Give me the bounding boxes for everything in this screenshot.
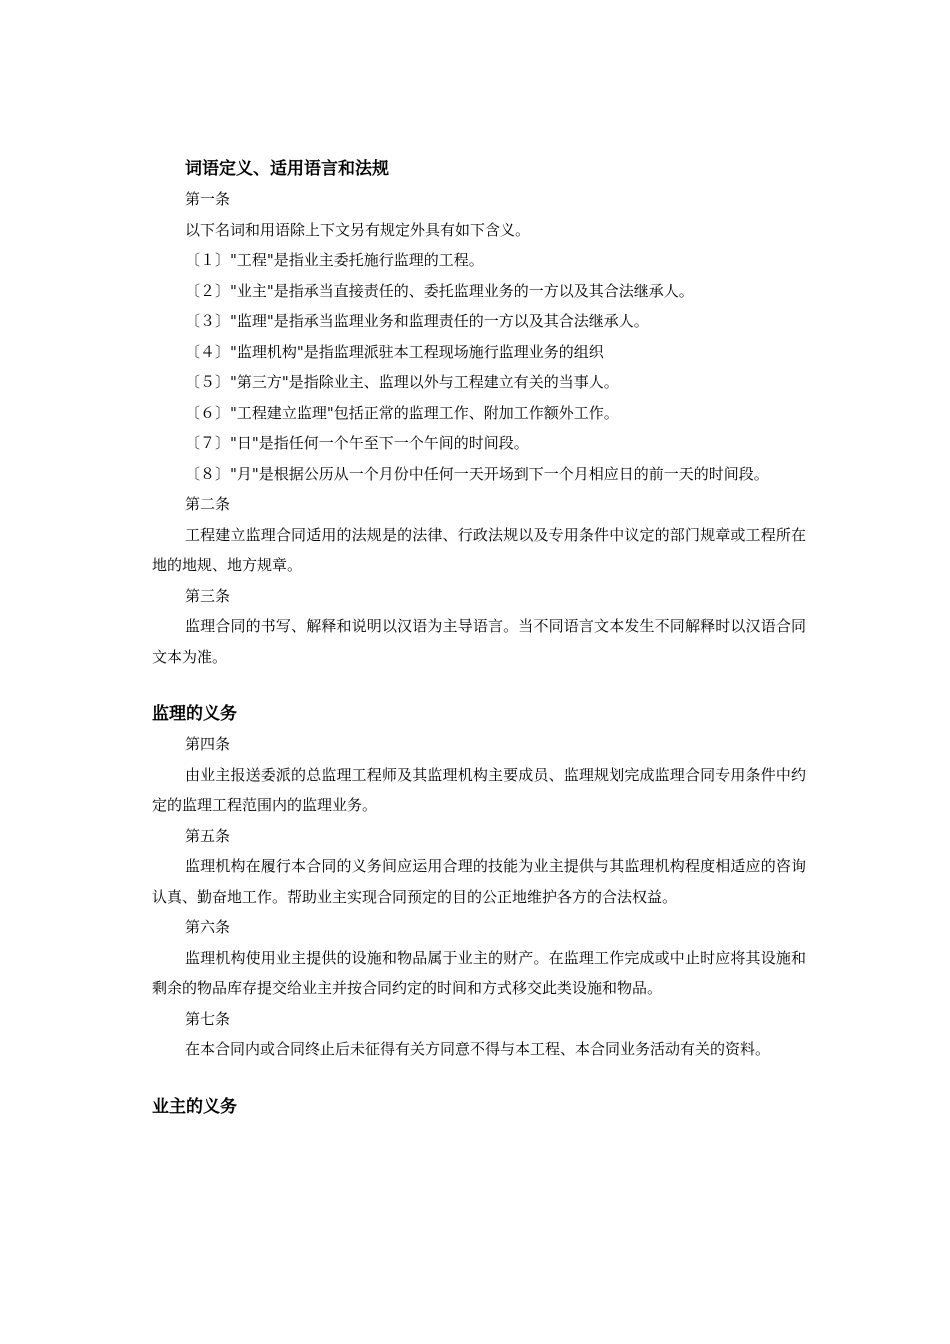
article-number: 第四条 [185,735,231,753]
article-number: 第二条 [185,495,231,513]
definition-item: 〔３〕"监理"是指承当监理业务和监理责任的一方以及其合法继承人。 [185,312,649,330]
paragraph: 监理合同的书写、解释和说明以汉语为主导语言。当不同语言文本发生不同解释时以汉语合同文本为准。 [152,617,806,666]
section-spacer [152,672,806,699]
paragraph: 由业主报送委派的总监理工程师及其监理机构主要成员、监理规划完成监理合同专用条件中约定的监理工程范围内的监理业务。 [152,765,806,814]
definition-item: 〔７〕"日"是指任何一个午至下一个午间的时间段。 [185,434,529,452]
definition-item: 〔６〕"工程建立监理"包括正常的监理工作、附加工作额外工作。 [185,403,619,422]
article-number: 第六条 [185,918,231,936]
paragraph: 以下名词和用语除上下文另有规定外具有如下含义。 [185,220,531,239]
paragraph: 监理机构在履行本合同的义务间应运用合理的技能为业主提供与其监理机构程度相适应的咨询认真、勤奋地工作。帮助业主实现合同预定的目的公正地维护各方的合法权益。 [152,857,806,906]
document-body [152,154,806,1122]
definition-item: 〔８〕"月"是根据公历从一个月份中任何一天开场到下一个月相应日的前一天的时间段。 [185,464,769,483]
article-number: 第三条 [185,586,231,605]
definition-item: 〔５〕"第三方"是指除业主、监理以外与工程建立有关的当事人。 [185,373,619,391]
paragraph: 工程建立监理合同适用的法规是的法律、行政法规以及专用条件中议定的部门规章或工程所在地的地规、地方规章。 [152,525,806,574]
article-number: 第一条 [185,190,231,208]
section-title: 词语定义、适用语言和法规 [185,159,389,179]
section-title: 监理的义务 [152,704,237,724]
paragraph: 在本合同内或合同终止后未征得有关方同意不得与本工程、本合同业务活动有关的资料。 [185,1040,771,1058]
definition-item: 〔２〕"业主"是指承当直接责任的、委托监理业务的一方以及其合法继承人。 [185,281,694,300]
article-number: 第七条 [185,1009,231,1028]
article-number: 第五条 [185,826,231,845]
section-title: 业主的义务 [152,1096,237,1117]
definition-item: 〔４〕"监理机构"是指监理派驻本工程现场施行监理业务的组织 [185,342,604,361]
section-spacer [152,1065,806,1092]
definition-item: 〔１〕"工程"是指业主委托施行监理的工程。 [185,251,484,269]
paragraph: 监理机构使用业主提供的设施和物品属于业主的财产。在监理工作完成或中止时应将其设施和剩余的物品库存提交给业主并按合同约定的时间和方式移交此类设施和物品。 [152,948,806,997]
